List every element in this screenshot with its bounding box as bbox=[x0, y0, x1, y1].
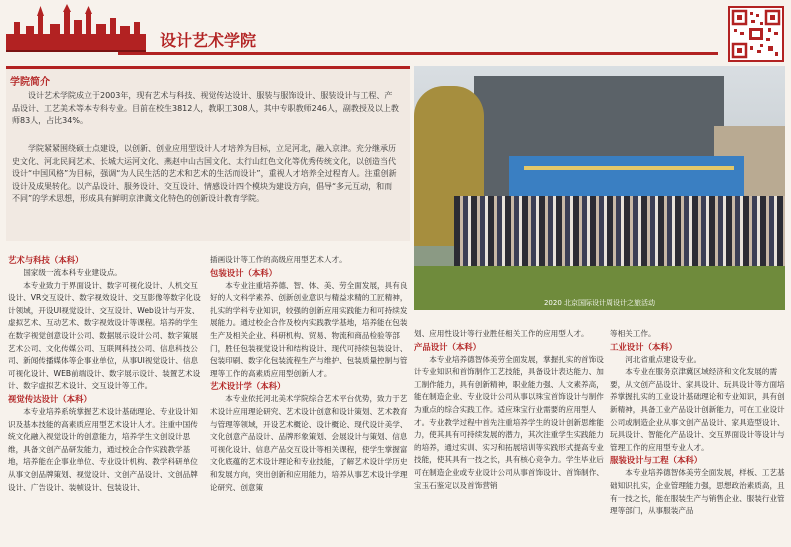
qr-code-icon bbox=[730, 8, 782, 60]
column-1 bbox=[8, 254, 203, 494]
photo-caption: 2020 北京国际设计周设计之旅活动 bbox=[543, 299, 656, 307]
major-title: 产品设计（本科） bbox=[414, 341, 481, 352]
major-subtitle: 国家级一流本科专业建设点。 bbox=[23, 268, 122, 277]
major-title: 服装设计与工程（本科） bbox=[610, 455, 703, 466]
column-3 bbox=[414, 328, 604, 492]
continued-text: 等相关工作。 bbox=[610, 329, 656, 338]
major-title: 艺术与科技（本科） bbox=[8, 255, 84, 265]
major-description: 本专业培养德智体美劳全面发展，样板、工艺基础知识扎实，企业管理能力强，思想政治素质高，且有一技之长，能在服装生产与销售企业、服装行业管理等部门，从事服装产品 bbox=[610, 468, 785, 516]
major-description: 本专业培养系统掌握艺术设计基础理论、专业设计知识及基本技能的高素质应用型艺术设计人才。注重中国传统文化融入视觉设计的创意能力，培养学生文创设计思维，具备文创产品研发能力，通过校企合作实践教学基地，培养能在企事业单位、专业设计机构、教学科研单位从事文创品牌策划、视觉设计、文创产品设计、文创品牌设计、广告设计、装帧设计、包装设计、 bbox=[8, 406, 198, 492]
page-header bbox=[0, 0, 791, 62]
continued-text: 插画设计等工作的高级应用型艺术人才。 bbox=[210, 255, 347, 264]
major-description: 本专业依托河北美术学院综合艺术平台优势，致力于艺术设计应用理论研究、艺术设计创意和设计策划、艺术教育与管理等领域，开设艺术概论、设计概论、现代设计美学、文化创意产品设计、品牌形象策划、会展设计与策划、信息可视化设计、信息产品交互设计等相关课程，使学生掌握富文化底蕴的艺术设计理论和专业技能，了解艺术设计学历史和发展方向，突出创新和应用能力，培养从事艺术设计学理论研究、创意策 bbox=[210, 394, 408, 492]
major-description: 本专业致力于界面设计、数字可视化设计、人机交互设计、VR交互设计、数字视效设计、交互影像等数字化设计领域，开设UI视觉设计、交互设计、Web设计与开发、虚拟艺术、互动艺术、数字视效设计等课程。培养的学生在数字视觉创意设计公司、数据展示设计公司、数字策展艺术公司、文化传媒公司、互联网科技公司、信息科技公司、新闻传播媒体等企事业单位，从事UI视觉设计、信息可视化设计、WEB前端设计、数字展示设计、装置艺术设计、数字虚拟艺术设计、交互设计等工作。 bbox=[8, 280, 201, 391]
major-title: 视觉传达设计（本科） bbox=[8, 393, 92, 404]
event-photo bbox=[414, 66, 785, 310]
qr-code[interactable] bbox=[728, 6, 784, 62]
major-description: 本专业注重培养德、智、体、美、劳全面发展，具有良好的人文科学素养、创新创业意识与精益求精的工匠精神，扎实的学科专业知识，较强的创新应用实践能力和可持续发展能力。通过校企合作及校内实践教学基地，培养能在包装生产及相关企业、科研机构、贸易、物流和商品检验等部门，胜任包装视觉设计和结构设计、现代可持续包装设计、包装印刷、数字化包装流程生产与维护、包装质量控制与管理等工作的高素质应用型创新人才。 bbox=[210, 280, 408, 378]
major-title: 包装设计（本科） bbox=[210, 267, 277, 278]
intro-heading: 学院简介 bbox=[10, 77, 50, 88]
intro-paragraph: 设计艺术学院成立于2003年，现有艺术与科技、视觉传达设计、服装与服饰设计、服装设计与工程、产品设计、工艺美术等本专科专业。目前在校生3812人，教职工308人，其中专职教师246人，副教授及以上教师83人，占比34%。 bbox=[12, 91, 399, 125]
major-title: 工业设计（本科） bbox=[610, 341, 677, 352]
major-description: 本专业培养德智体美劳全面发展，掌握扎实的首饰设计专业知识和首饰制作工艺技能，具备设计表达能力、加工制作能力，具有创新精神，职业能力强、人文素养高，能在制造企业、专业设计公司从事以珠宝首饰设计与制作为重点的综合实践工作。适应珠宝行业需要的应用型人才。专业教学过程中首先注重培养学生的设计创新思维能力，使其具有可持续发展的潜力，其次注重学生实践能力的培养，通过实训、实习和拓展培训等实践形式提高专业技能，使其具有一技之长，具有核心竞争力。学生毕业后可在制造企业或专业设计公司从事首饰设计、首饰制作、宝玉石鉴定以及首饰营销 bbox=[414, 354, 604, 490]
column-4 bbox=[610, 328, 785, 518]
intro-paragraph: 学院紧紧围绕硕士点建设，以创新、创业应用型设计人才培养为目标，立足河北，融入京津。充分继承历史文化、河北民间艺术、长城大运河文化、燕赵中山古国文化、太行山红色文化等优秀传统文化，以创造当代设计“中国风格”为目标，强调“为人民生活的艺术和艺术的生活而设计”，重视人才培养全过程育人。注重创新设计及成果转化。以产品设计、服务设计、交互设计、情感设计四个模块为建设方向，倡导“多元互动，和而不同”的学术思想，形成具有鲜明京津冀文化特色的创新设计教育学院。 bbox=[12, 144, 397, 203]
major-subtitle: 河北省重点建设专业。 bbox=[625, 354, 702, 364]
continued-text: 划、应用性设计等行业胜任相关工作的应用型人才。 bbox=[414, 329, 589, 338]
page-title: 设计艺术学院 bbox=[160, 31, 257, 50]
column-2 bbox=[210, 254, 408, 494]
major-title: 艺术设计学（本科） bbox=[210, 381, 286, 392]
major-description: 本专业在服务京津冀区域经济和文化发展的需要，从文创产品设计、家具设计、玩具设计等方面培养掌握扎实的工业设计基础理论和专业知识，具有创新精神，具备工业产品设计创新能力，可在工业设计公司或制造企业从事文创产品设计、家具造型设计、玩具设计、智能化产品设计、交互界面设计等设计与管理工作的应用型专业人才。 bbox=[610, 367, 785, 452]
